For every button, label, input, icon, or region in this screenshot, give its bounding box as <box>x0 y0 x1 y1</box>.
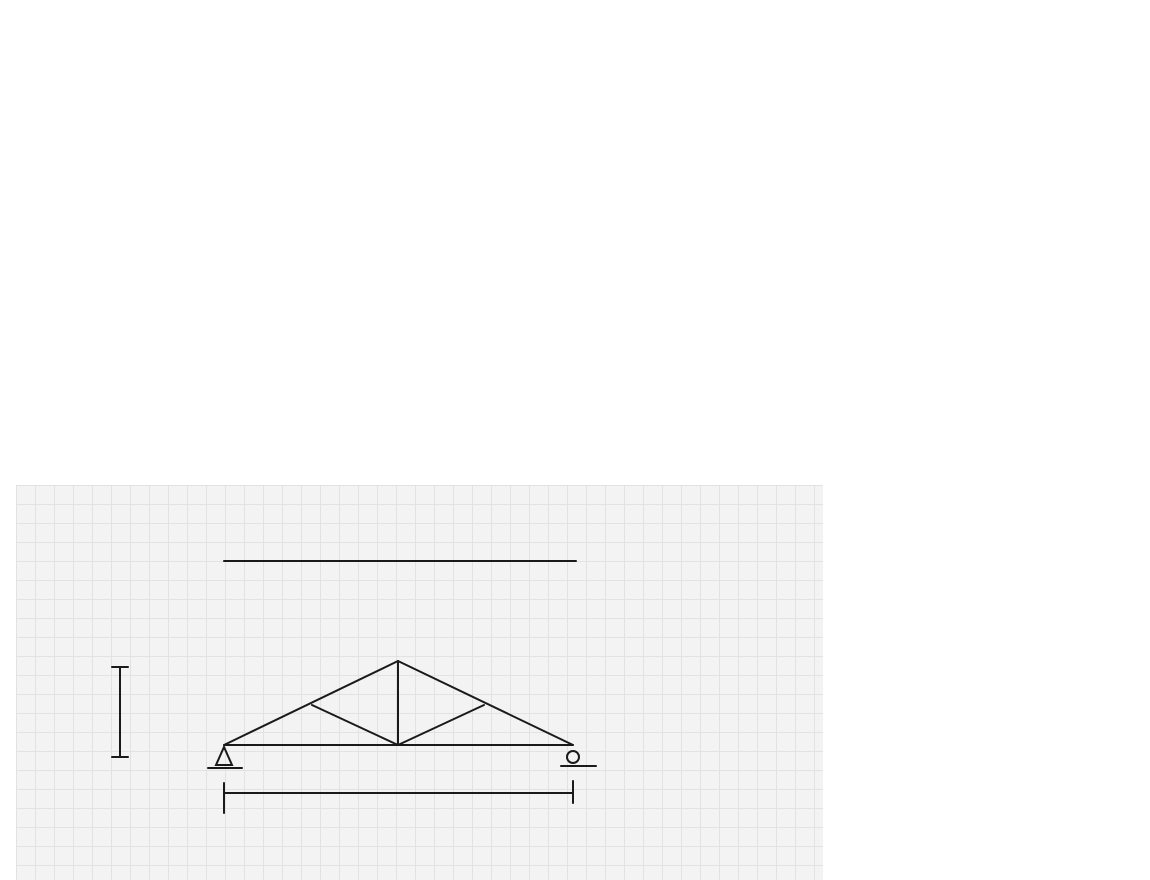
span-dimension <box>224 781 573 813</box>
support-b-roller <box>561 751 596 766</box>
truss-figure <box>16 485 823 880</box>
support-a-pin <box>208 747 242 768</box>
truss-sketch <box>16 485 823 880</box>
height-dimension <box>112 667 128 757</box>
truss-members <box>224 661 573 745</box>
